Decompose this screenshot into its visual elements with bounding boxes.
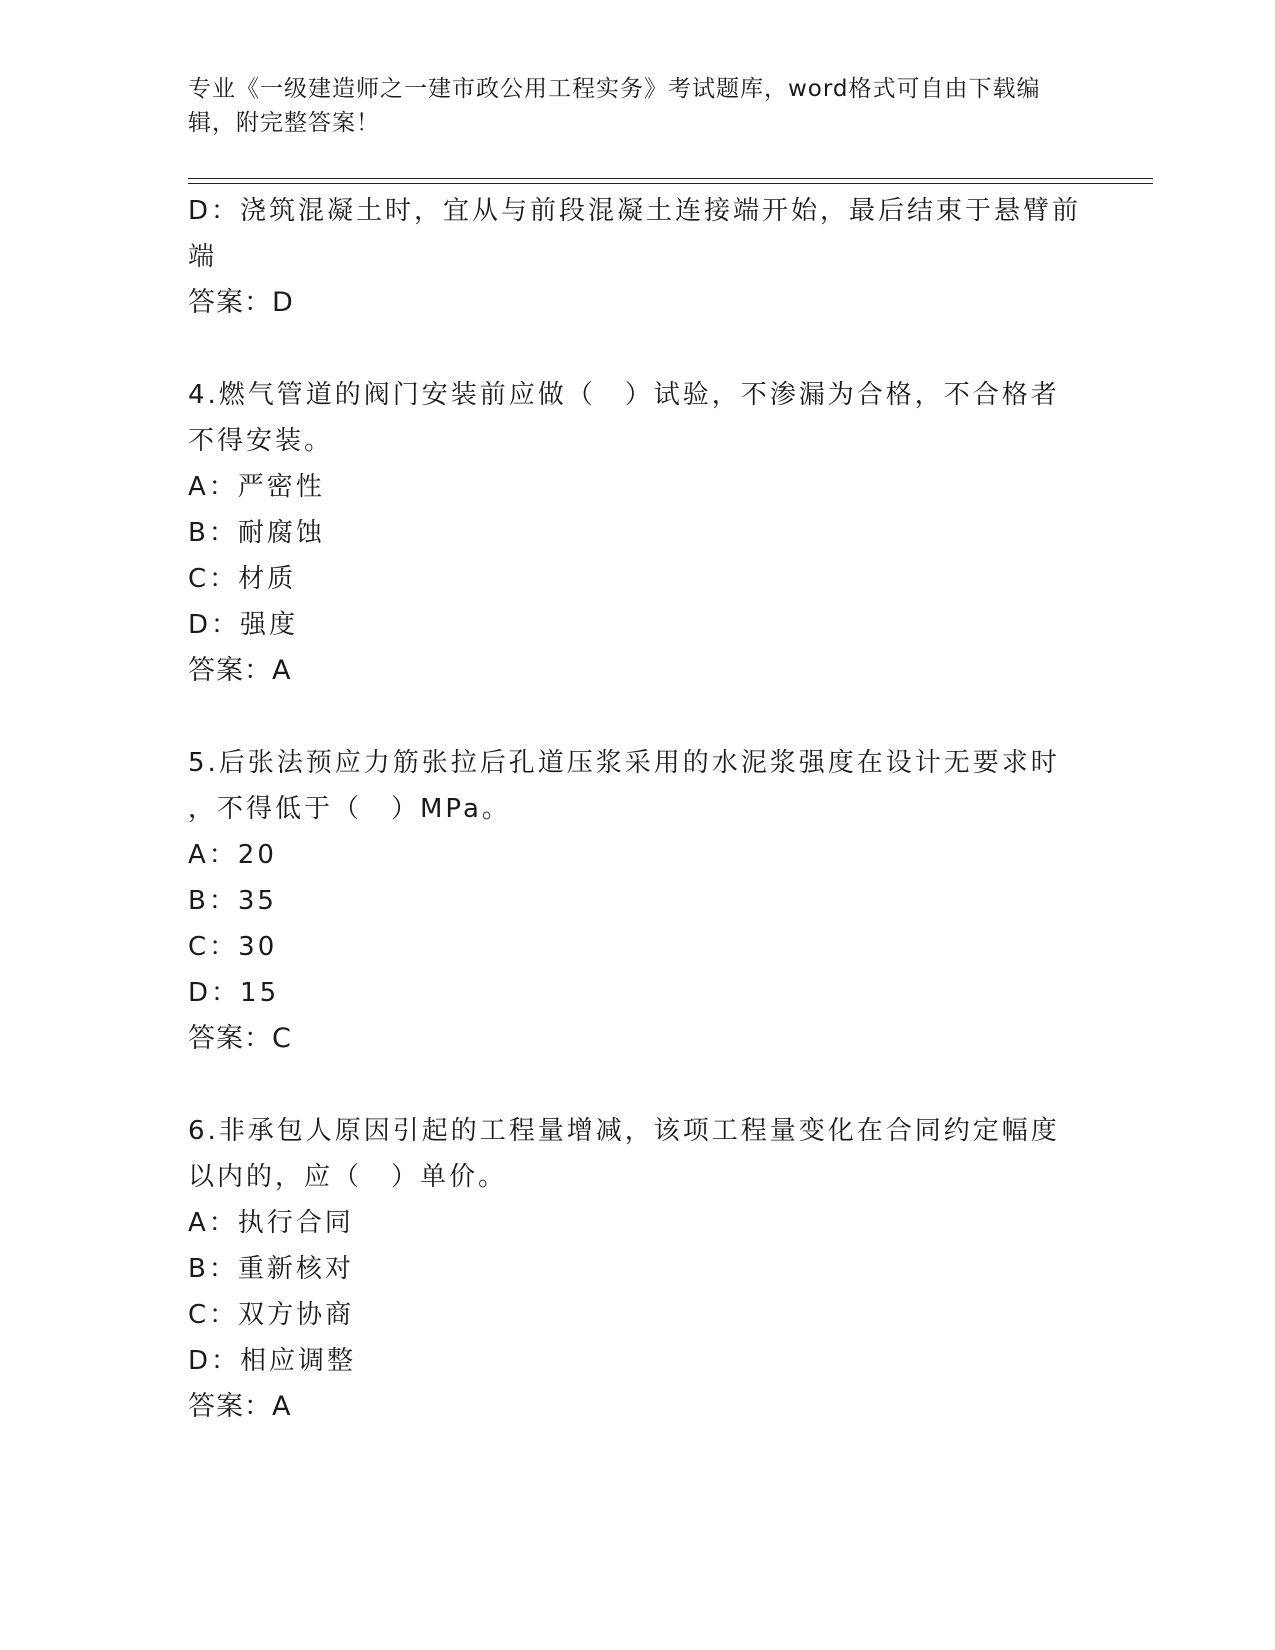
question-stem-line-1: 4.燃气管道的阀门安装前应做（ ）试验，不渗漏为合格，不合格者 xyxy=(188,380,1060,410)
option-d: D：15 xyxy=(188,978,280,1008)
question-stem-line-2: 以内的，应（ ）单价。 xyxy=(188,1162,508,1192)
option-a: A：20 xyxy=(188,840,277,870)
question-stem-line-2: ，不得低于（ ）MPa。 xyxy=(188,794,511,824)
question-5 xyxy=(188,740,1088,1062)
option-b: B：35 xyxy=(188,886,277,916)
question-content xyxy=(188,188,1088,1430)
option-d: D：相应调整 xyxy=(188,1346,357,1376)
question-stem-line-2: 不得安装。 xyxy=(188,426,334,456)
header-line-2: 辑，附完整答案！ xyxy=(188,110,380,136)
header-divider-bottom xyxy=(188,183,1153,184)
option-d: D：强度 xyxy=(188,610,299,640)
answer-text: 答案：A xyxy=(188,1391,292,1422)
spacer xyxy=(188,1062,1088,1108)
header-divider-top xyxy=(188,178,1153,179)
carryover-block xyxy=(188,188,1088,326)
question-6 xyxy=(188,1108,1088,1430)
option-c: C：材质 xyxy=(188,564,297,594)
question-4 xyxy=(188,372,1088,694)
option-c: C：双方协商 xyxy=(188,1300,355,1330)
option-d-line-2: 端 xyxy=(188,242,218,272)
answer-text: 答案：D xyxy=(188,287,294,318)
question-stem-line-1: 6.非承包人原因引起的工程量增减，该项工程量变化在合同约定幅度 xyxy=(188,1116,1060,1146)
option-b: B：耐腐蚀 xyxy=(188,518,325,548)
option-c: C：30 xyxy=(188,932,278,962)
answer-text: 答案：A xyxy=(188,655,292,686)
option-a: A：严密性 xyxy=(188,472,325,502)
option-b: B：重新核对 xyxy=(188,1254,354,1284)
option-a: A：执行合同 xyxy=(188,1208,354,1238)
spacer xyxy=(188,694,1088,740)
document-header xyxy=(188,72,1088,140)
header-line-1: 专业《一级建造师之一建市政公用工程实务》考试题库，word格式可自由下载编 xyxy=(188,76,1041,102)
question-stem-line-1: 5.后张法预应力筋张拉后孔道压浆采用的水泥浆强度在设计无要求时 xyxy=(188,748,1060,778)
spacer xyxy=(188,326,1088,372)
option-d-line-1: D：浇筑混凝土时，宜从与前段混凝土连接端开始，最后结束于悬臂前 xyxy=(188,196,1082,226)
answer-text: 答案：C xyxy=(188,1023,292,1054)
